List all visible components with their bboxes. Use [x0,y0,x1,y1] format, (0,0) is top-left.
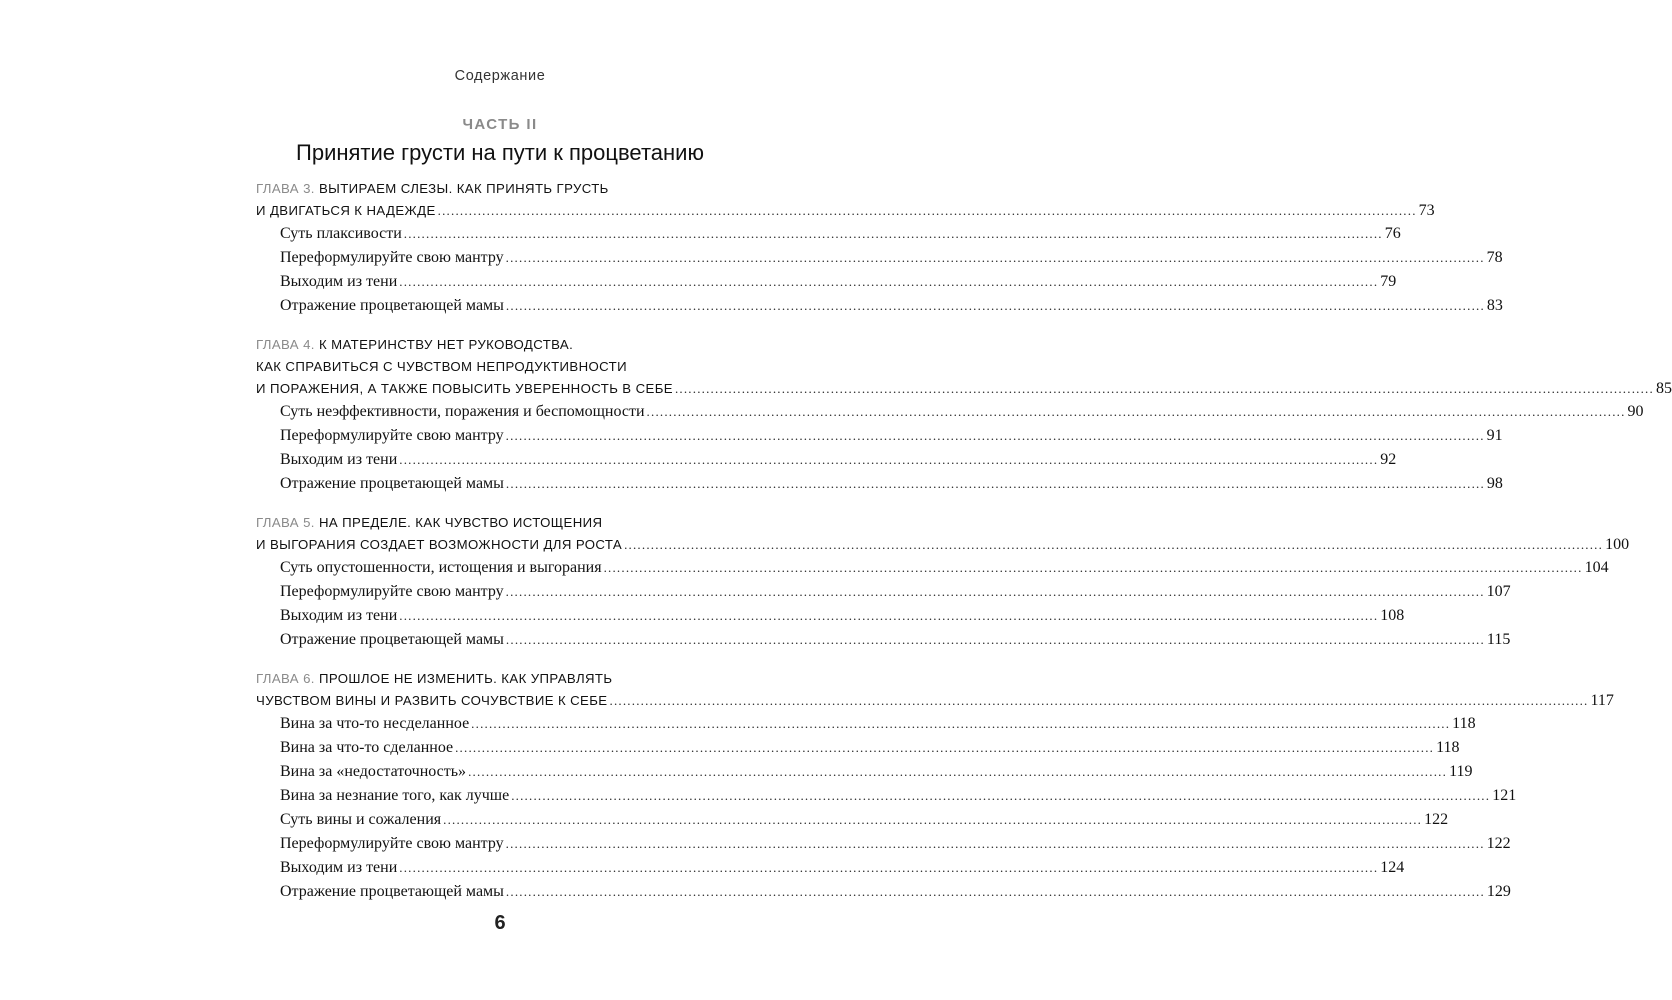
dot-leader: ............................................................................................................................................................................................................................ [505,428,1485,443]
dot-leader: ............................................................................................................................................................................................................................ [399,452,1379,467]
dot-leader: ............................................................................................................................................................................................................................ [403,226,1383,241]
chapter-title-entry[interactable] [256,200,1435,222]
entry-label: Вина за что-то несделанное [280,715,470,732]
dot-leader: ............................................................................................................................................................................................................................ [603,560,1583,575]
chapter-number: ГЛАВА 4. [256,337,315,352]
dot-leader: ............................................................................................................................................................................................................................ [609,693,1589,708]
toc-entry[interactable] [280,556,1609,580]
chapter-title-line: ЧУВСТВОМ ВИНЫ И РАЗВИТЬ СОЧУВСТВИЕ К СЕБЕ [256,693,608,708]
dot-leader: ............................................................................................................................................................................................................................ [399,860,1379,875]
entry-label: Переформулируйте свою мантру [280,835,504,852]
toc-entry[interactable] [280,856,1405,880]
chapter-title-line: И ПОРАЖЕНИЯ, А ТАКЖЕ ПОВЫСИТЬ УВЕРЕННОСТЬ В СЕБЕ [256,381,673,396]
toc-entry[interactable] [280,604,1405,628]
dot-leader: ............................................................................................................................................................................................................................ [505,476,1485,491]
entry-label: Отражение процветающей мамы [280,297,504,314]
dot-leader: ............................................................................................................................................................................................................................ [468,764,1448,779]
dot-leader: ............................................................................................................................................................................................................................ [455,740,1435,755]
page-number-folio: 6 [494,912,506,934]
toc-entry[interactable] [280,832,1511,856]
page-number: 115 [1486,631,1511,648]
entry-label: Суть вины и сожаления [280,811,442,828]
page-number: 91 [1486,427,1503,444]
chapter-number: ГЛАВА 6. [256,671,315,686]
page-number: 107 [1486,583,1511,600]
page-number: 117 [1590,692,1614,709]
page-number: 78 [1486,249,1503,266]
dot-leader: ............................................................................................................................................................................................................................ [505,298,1485,313]
entry-label: Переформулируйте свою мантру [280,583,504,600]
dot-leader: ............................................................................................................................................................................................................................ [399,274,1379,289]
page-number: 90 [1627,403,1644,420]
entry-label: Вина за «недостаточность» [280,763,467,780]
page-number: 83 [1486,297,1503,314]
chapter-title-line: ПРОШЛОЕ НЕ ИЗМЕНИТЬ. КАК УПРАВЛЯТЬ [318,671,613,686]
dot-leader: ............................................................................................................................................................................................................................ [399,608,1379,623]
entry-label: Переформулируйте свою мантру [280,427,504,444]
page-number: 73 [1418,202,1435,219]
chapter-title-line: НА ПРЕДЕЛЕ. КАК ЧУВСТВО ИСТОЩЕНИЯ [318,515,603,530]
chapter-6 [256,668,1614,904]
toc-entry[interactable] [280,808,1449,832]
page-number: 79 [1380,273,1397,290]
chapter-title-line: ВЫТИРАЕМ СЛЕЗЫ. КАК ПРИНЯТЬ ГРУСТЬ [318,181,609,196]
entry-label: Суть неэффективности, поражения и беспомощности [280,403,645,420]
toc-entry[interactable] [280,270,1397,294]
dot-leader: ............................................................................................................................................................................................................................ [437,203,1417,218]
chapter-heading [256,512,748,534]
page-number: 104 [1584,559,1609,576]
running-head: Содержание [454,68,546,84]
dot-leader: ............................................................................................................................................................................................................................ [505,884,1485,899]
entry-label: Суть опустошенности, истощения и выгорания [280,559,602,576]
toc-entry[interactable] [280,628,1511,652]
toc-entry[interactable] [280,736,1460,760]
dot-leader: ............................................................................................................................................................................................................................ [505,632,1485,647]
page-number: 85 [1655,380,1672,397]
entry-label: Отражение процветающей мамы [280,475,504,492]
dot-leader: ............................................................................................................................................................................................................................ [624,537,1604,552]
entry-label: Переформулируйте свою мантру [280,249,504,266]
page-number: 119 [1449,763,1473,780]
toc-entry[interactable] [280,880,1511,904]
toc-entry[interactable] [280,760,1473,784]
toc-entry[interactable] [280,712,1476,736]
chapter-title-line: И ВЫГОРАНИЯ СОЗДАЕТ ВОЗМОЖНОСТИ ДЛЯ РОСТА [256,537,623,552]
entry-label: Вина за что-то сделанное [280,739,454,756]
toc-entry[interactable] [280,472,1503,496]
page-number: 118 [1452,715,1476,732]
dot-leader: ............................................................................................................................................................................................................................ [505,584,1485,599]
part-title: Принятие грусти на пути к процветанию [296,140,704,165]
toc-entry[interactable] [280,784,1517,808]
dot-leader: ............................................................................................................................................................................................................................ [471,716,1451,731]
chapter-number: ГЛАВА 5. [256,515,315,530]
toc-entry[interactable] [280,294,1503,318]
part-label: ЧАСТЬ II [462,116,538,133]
toc-entry[interactable] [280,424,1503,448]
dot-leader: ............................................................................................................................................................................................................................ [646,404,1626,419]
page-number: 100 [1605,536,1630,553]
chapter-heading [256,668,748,690]
chapter-3 [256,178,1503,318]
page-number: 129 [1486,883,1511,900]
entry-label: Суть плаксивости [280,225,402,242]
dot-leader: ............................................................................................................................................................................................................................ [511,788,1491,803]
dot-leader: ............................................................................................................................................................................................................................ [443,812,1423,827]
dot-leader: ............................................................................................................................................................................................................................ [505,250,1485,265]
chapter-title-line: К МАТЕРИНСТВУ НЕТ РУКОВОДСТВА. [318,337,574,352]
entry-label: Выходим из тени [280,859,398,876]
page-number: 108 [1380,607,1405,624]
chapter-number: ГЛАВА 3. [256,181,315,196]
toc-entry[interactable] [280,580,1511,604]
page-number: 124 [1380,859,1405,876]
chapter-title-entry[interactable] [256,690,1614,712]
toc-entry[interactable] [280,246,1503,270]
chapter-heading [256,178,748,200]
page-number: 98 [1486,475,1503,492]
entry-label: Отражение процветающей мамы [280,883,504,900]
toc-entry[interactable] [280,222,1401,246]
page-number: 92 [1380,451,1397,468]
page-number: 122 [1424,811,1449,828]
chapter-title-line: КАК СПРАВИТЬСЯ С ЧУВСТВОМ НЕПРОДУКТИВНОСТИ [256,359,627,374]
entry-label: Отражение процветающей мамы [280,631,504,648]
entry-label: Выходим из тени [280,273,398,290]
chapter-title-entry[interactable] [256,534,1630,556]
table-of-contents [256,178,1672,920]
chapter-5 [256,512,1630,652]
entry-label: Вина за незнание того, как лучше [280,787,510,804]
toc-entry[interactable] [280,448,1397,472]
entry-label: Выходим из тени [280,607,398,624]
entry-label: Выходим из тени [280,451,398,468]
page-number: 122 [1486,835,1511,852]
chapter-title-entry[interactable] [256,378,1672,400]
dot-leader: ............................................................................................................................................................................................................................ [674,381,1654,396]
page-number: 118 [1436,739,1460,756]
dot-leader: ............................................................................................................................................................................................................................ [505,836,1485,851]
chapter-heading [256,334,748,356]
page-number: 121 [1492,787,1517,804]
toc-entry[interactable] [280,400,1644,424]
page-number: 76 [1384,225,1401,242]
chapter-4 [256,334,1672,496]
chapter-title-line: И ДВИГАТЬСЯ К НАДЕЖДЕ [256,203,436,218]
